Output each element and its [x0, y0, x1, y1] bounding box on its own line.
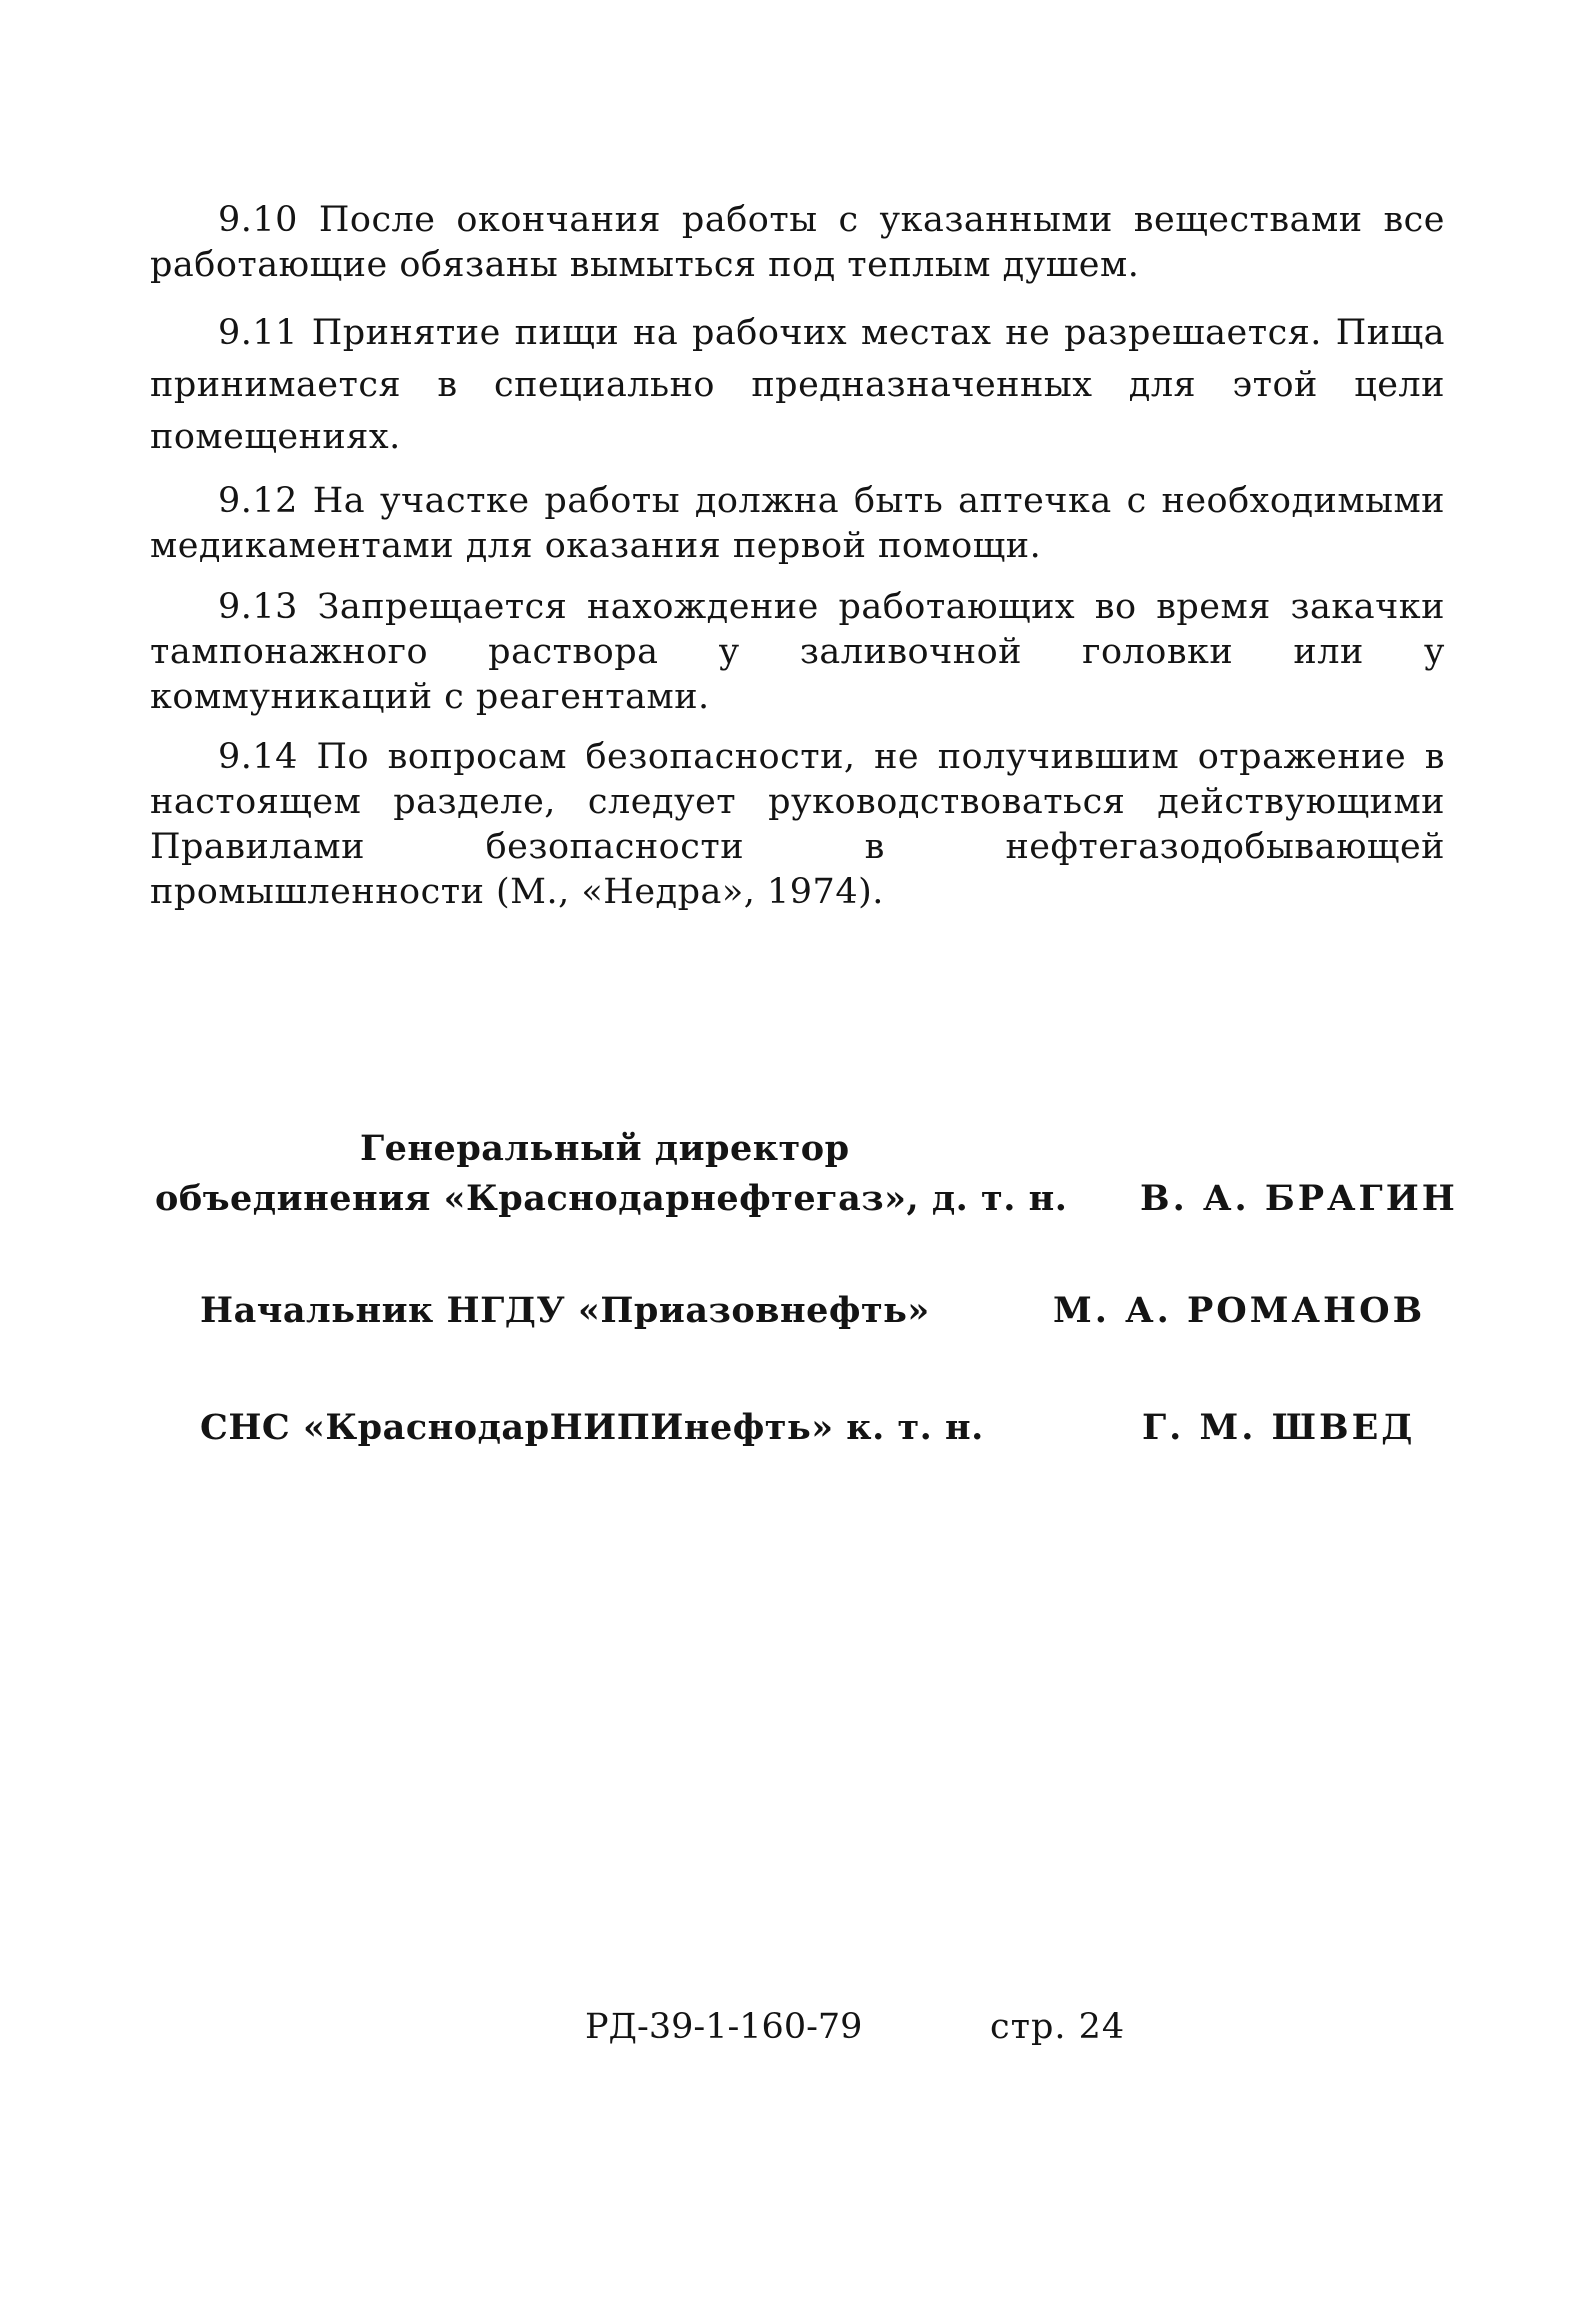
signatory-3-name: Г. М. ШВЕД [1142, 1407, 1416, 1448]
paragraph-9-14: 9.14 По вопросам безопасности, не получившим отражение в настоящем разделе, следует руководствоваться действующими Правилами безопасности в нефтегазодобывающей промышленности (М., «Недра», 1974). [150, 737, 1445, 912]
signatory-1-name: В. А. БРАГИН [1140, 1178, 1458, 1219]
paragraph-9-12: 9.12 На участке работы должна быть аптечка с необходимыми медикаментами для оказания первой помощи. [150, 481, 1445, 566]
signatory-3-title: СНС «КраснодарНИПИнефть» к. т. н. [200, 1407, 984, 1448]
signatory-2-title: Начальник НГДУ «Приазовнефть» [200, 1290, 930, 1331]
page-number: стр. 24 [990, 2007, 1126, 2047]
paragraph-9-11: 9.11 Принятие пищи на рабочих местах не разрешается. Пища принимается в специально предназначенных для этой цели помещениях. [150, 313, 1445, 457]
paragraph-9-13: 9.13 Запрещается нахождение работающих во время закачки тампонажного раствора у заливочной головки или у коммуникаций с реагентами. [150, 587, 1445, 717]
signatory-2-name: М. А. РОМАНОВ [1053, 1290, 1426, 1331]
signatory-1-title-line1: Генеральный директор [360, 1128, 850, 1169]
paragraph-9-10: 9.10 После окончания работы с указанными веществами все работающие обязаны вымыться под теплым душем. [150, 200, 1445, 285]
signatory-1-title-line2: объединения «Краснодарнефтегаз», д. т. н. [155, 1178, 1068, 1219]
document-code: РД-39-1-160-79 [585, 2007, 863, 2047]
